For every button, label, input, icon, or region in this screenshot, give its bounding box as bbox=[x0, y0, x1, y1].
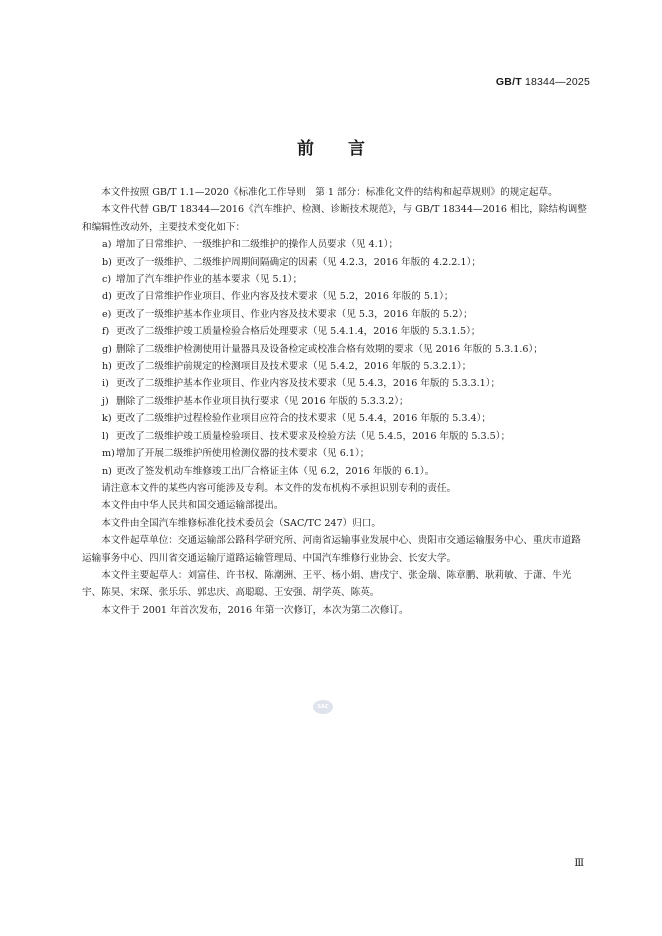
title-char-1: 前 bbox=[297, 139, 314, 159]
change-item bbox=[82, 288, 590, 305]
page-title bbox=[0, 134, 662, 159]
paragraph-drafting-units: 本文件起草单位：交通运输部公路科学研究所、河南省运输事业发展中心、贵阳市交通运输服务中心、重庆市道路运输事务中心、四川省交通运输厅道路运输管理局、中国汽车维修行业协会、长安大学。 bbox=[82, 535, 581, 564]
change-item-label: f) bbox=[102, 326, 110, 338]
change-item-label: h) bbox=[102, 361, 112, 373]
change-item-label: c) bbox=[102, 274, 112, 286]
sac-watermark-logo: SAC bbox=[313, 700, 333, 714]
paragraph-patent-notice: 请注意本文件的某些内容可能涉及专利。本文件的发布机构不承担识别专利的责任。 bbox=[101, 482, 457, 494]
change-item-text: 增加了汽车维护作业的基本要求（见 5.1）； bbox=[116, 274, 303, 286]
change-item bbox=[82, 306, 590, 323]
paragraph-drafting-rules: 本文件按照 GB/T 1.1—2020《标准化工作导则 第 1 部分：标准化文件的结构和起草规则》的规定起草。 bbox=[101, 187, 558, 198]
foreword-body bbox=[82, 184, 590, 619]
change-item bbox=[82, 375, 590, 392]
change-item bbox=[82, 428, 590, 445]
change-item bbox=[82, 341, 590, 358]
standard-code-prefix: GB/T bbox=[495, 76, 522, 88]
change-item bbox=[82, 410, 590, 427]
change-item-text: 删除了二级维护检测使用计量器具及设备检定或校准合格有效期的要求（见 2016 年版的 5.3.1.6）； bbox=[116, 343, 543, 355]
change-item bbox=[82, 393, 590, 410]
standard-code-number: 18344—2025 bbox=[524, 76, 590, 88]
change-item-text: 更改了一级维护基本作业项目、作业内容及技术要求（见 5.3，2016 年版的 5.2）； bbox=[116, 308, 473, 320]
change-item-text: 更改了签发机动车维修竣工出厂合格证主体（见 6.2，2016 年版的 6.1）。 bbox=[116, 465, 435, 477]
change-item bbox=[82, 323, 590, 340]
change-item bbox=[82, 254, 590, 271]
paragraph-proposer: 本文件由中华人民共和国交通运输部提出。 bbox=[101, 500, 284, 512]
changes-list bbox=[82, 236, 590, 480]
change-item-text: 增加了日常维护、一级维护和二级维护的操作人员要求（见 4.1）； bbox=[116, 239, 399, 251]
change-item-text: 更改了日常维护作业项目、作业内容及技术要求（见 5.2，2016 年版的 5.1）； bbox=[116, 291, 454, 303]
change-item-text: 删除了二级维护基本作业项目执行要求（见 2016 年版的 5.3.3.2）； bbox=[116, 395, 409, 407]
standard-code bbox=[496, 76, 590, 88]
change-item-label: g) bbox=[102, 343, 112, 355]
change-item-text: 更改了二级维护过程检验作业项目应符合的技术要求（见 5.4.4，2016 年版的 5.3.4）； bbox=[116, 413, 491, 425]
change-item bbox=[82, 358, 590, 375]
page-number: Ⅲ bbox=[574, 858, 584, 869]
change-item bbox=[82, 271, 590, 288]
paragraph-replacement: 本文件代替 GB/T 18344—2016《汽车维护、检测、诊断技术规范》，与 GB/T 18344—2016 相比，除结构调整和编辑性改动外，主要技术变化如下： bbox=[82, 204, 587, 233]
change-item bbox=[82, 445, 590, 462]
title-char-2: 言 bbox=[348, 139, 365, 159]
paragraph-drafters: 本文件主要起草人：刘富佳、许书权、陈潮洲、王平、杨小娟、唐戌宁、张金瑞、陈章鹏、耿莉敏、于潇、牛光宇、陈昊、宋琛、张乐乐、郭忠庆、高聪聪、王安强、胡学英、陈英。 bbox=[82, 569, 572, 599]
change-item-label: m) bbox=[102, 448, 115, 460]
change-item-label: n) bbox=[102, 465, 112, 477]
change-item bbox=[82, 236, 590, 253]
change-item-label: k) bbox=[102, 413, 112, 425]
change-item-text: 更改了一级维护、二级维护周期间隔确定的因素（见 4.2.3，2016 年版的 4.2.2.1）； bbox=[116, 256, 481, 268]
paragraph-committee: 本文件由全国汽车维修标准化技术委员会（SAC/TC 247）归口。 bbox=[101, 517, 382, 529]
paragraph-publication-history: 本文件于 2001 年首次发布，2016 年第一次修订，本次为第二次修订。 bbox=[101, 604, 409, 616]
change-item-label: a) bbox=[102, 239, 112, 251]
change-item-text: 增加了开展二级维护所使用检测仪器的技术要求（见 6.1）； bbox=[116, 448, 370, 460]
change-item-label: j) bbox=[102, 395, 109, 407]
change-item-label: b) bbox=[102, 256, 112, 268]
change-item-text: 更改了二级维护基本作业项目、作业内容及技术要求（见 5.4.3，2016 年版的 5.3.3.1）； bbox=[116, 378, 501, 390]
change-item-label: e) bbox=[102, 308, 112, 320]
change-item-text: 更改了二级维护前规定的检测项目及技术要求（见 5.4.2，2016 年版的 5.3.2.1）； bbox=[116, 361, 472, 373]
change-item-label: d) bbox=[102, 291, 112, 303]
change-item-text: 更改了二级维护竣工质量检验项目、技术要求及检验方法（见 5.4.5，2016 年版的 5.3.5）； bbox=[116, 430, 511, 442]
change-item-label: i) bbox=[102, 378, 109, 390]
change-item bbox=[82, 463, 590, 480]
change-item-label: l) bbox=[102, 430, 109, 442]
change-item-text: 更改了二级维护竣工质量检验合格后处理要求（见 5.4.1.4，2016 年版的 5.3.1.5）； bbox=[116, 326, 481, 338]
